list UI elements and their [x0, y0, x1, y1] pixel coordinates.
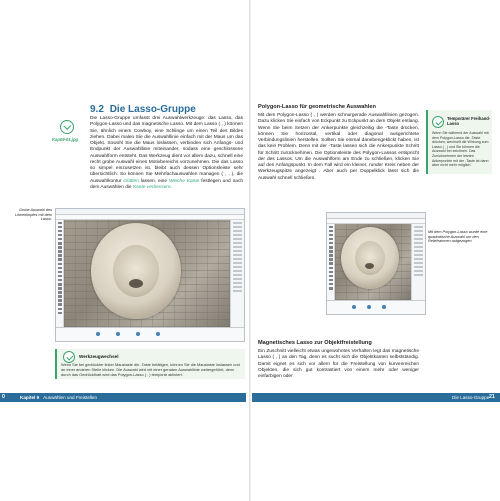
highlight-glaetten: Glätten: [123, 178, 139, 184]
tip-box: [55, 349, 245, 379]
tip-text: Wenn Sie bei gedrückter linker Maustaste die -Taste betätigen, können Sie die Maustaste loslassen und an einer anderen Stelle klicken. Die Auswahl wird mit einer geraden Auswahllinie weitergeführt, denn durch das Gedrückthalt wird das Polygon-Lasso ( , ) temporär aktiviert.: [61, 362, 240, 377]
toolbar: [56, 220, 64, 327]
photoshop-screenshot-right: [326, 212, 426, 315]
bottom-bar: [56, 327, 244, 341]
page-number-right: 21: [489, 394, 495, 400]
right-body-text-2: Ein Zuschnitt vielleicht etwas ungewohntes Verhalten legt das magnetische Lasso ( , ) an den Tag, denn es sucht sich die Objektkanten selbstständig. Damit eignet es sich vor allem für die Freistellung von kurvenreichen Objekten, die sich gut kontrastiert von einem mehr oder weniger einfarbigen oder: [258, 349, 419, 379]
body-text-part: .: [170, 184, 172, 190]
action-icon: [116, 332, 120, 336]
lion-mouth: [365, 263, 374, 269]
panel-column: [411, 224, 425, 300]
footer-section-title: Die Lasso-Gruppe: [452, 395, 490, 400]
body-text-part: lassen, eine: [138, 178, 169, 184]
sidebar-tip-icon: [432, 116, 444, 128]
footer-chapter: [20, 393, 97, 402]
body-text-part: Die Lasso-Gruppe umfasst drei Auswahlwerkzeuge: das Lasso, das Polygon-Lasso und das magnetische Lasso. Mit dem Lasso ( , ) können Sie, ähnlich einem Cowboy, eine Schlinge um einen Teil des Bildes ziehen. Dabei malen Sie die Auswahllinie einfach mit der Maus um das Objekt. Sowohl Sie die Maus loslassen, verbinden sich Anfangs- und Endpunkt der Auswahllinie miteinander, sodass eine geschlossene Auswahlform entsteht. Das Werkzeug dient vor allem dazu, schnell eine recht grobe Auswahl eines Motivbereichs vorzunehmen. Die das Lasso so simpel einzusetzen ist, bleibt auch dessen Optionsleiste sehr übersichtlich: So können Sie Mehrfachauswahlen managen ( , , ), die Auswahlkontur: [90, 116, 243, 184]
toolbar: [327, 224, 335, 300]
lion-face: [355, 241, 385, 275]
highlight-weiche-kante: Weiche Kante: [168, 178, 200, 184]
tip-title: Werkzeugwechsel: [79, 354, 119, 359]
sidebar-tip-text: Wenn Sie während der Auswahl mit dem Polygon-Lasso die -Taste drücken, wechselt die Wirkung zum Lasso ( , ) und Sie können die Auswahl frei zeichnen. Das Zurücknehmen der letzten Ankerpunkte mit der -Taste ist dann aber nicht mehr möglich.: [432, 131, 489, 168]
body-text-part: festlegen und nach dem Auswählen die: [90, 178, 244, 190]
download-icon[interactable]: [60, 120, 74, 134]
subhead-magnetic-lasso: Magnetisches Lasso zur Objektfreistellung: [258, 340, 372, 346]
page-number-left: 0: [2, 394, 5, 400]
action-icon: [156, 332, 160, 336]
file-label: Kap09-01.jpg: [52, 137, 79, 142]
section-number: 9.2: [90, 104, 104, 115]
sidebar-tip-box: [426, 110, 492, 174]
bottom-bar: [327, 300, 425, 314]
figure-caption-left: Grobe Auswahl des Löwenkopfes mit dem Lasso.: [15, 208, 52, 221]
panel-column: [230, 220, 244, 327]
chapter-title: Auswählen und Freistellen: [43, 395, 98, 400]
subhead-polygon-lasso: Polygon-Lasso für geometrische Auswahlen: [258, 104, 376, 110]
sidebar-tip-title: Temporärer Freihand-Lasso: [447, 116, 491, 126]
highlight-kante-verbessern: Kante verbessern: [132, 184, 171, 190]
action-icon: [382, 305, 386, 309]
chapter-label: Kapitel 9: [20, 395, 40, 400]
lion-face: [113, 245, 159, 297]
action-icon: [136, 332, 140, 336]
photoshop-screenshot-left: [55, 208, 245, 342]
page-gutter: [249, 0, 251, 501]
action-icon: [352, 305, 356, 309]
figure-caption-right: Mit dem Polygon-Lasso wurde eine quadratische Auswahl um den Reliefrahmen aufgezogen.: [428, 230, 488, 243]
action-icon: [367, 305, 371, 309]
section-title: [90, 104, 196, 115]
right-body-text-1: Mit dem Polygon-Lasso ( , ) werden schnurgerade Auswahllinien gezogen. Dazu klicken Sie einfach von Eckpunkt zu Eckpunkt an dem Objekt entlang. Wenn Sie beim Setzen der Ankerpunkte gleichzeitig die -Taste drücken, können Sie horizontal, vertikal oder diagonal ausgerichtete Verbindungslinien herstellen. Sollten Sie einmal danebengeklickt haben, ist das kein Problem. Denn mit der -Taste lassen sich die Ankerpunkte Schritt für Schritt zurücknehmen. Die Optionsleiste des Polygon-Lassos entspricht der des Lassos. Um die Auswahlform am Ende zu schließen, klicken Sie auf den Anfangspunkt. In dem Fall wird ein kleiner, runder Kreis neben der Werkzeugspitze angezeigt . Aber auch per Doppelklick lässt sich die Auswahl schnell schließen.: [258, 113, 419, 181]
left-body-text: [90, 116, 243, 191]
action-icon: [96, 332, 100, 336]
section-title-text: Die Lasso-Gruppe: [109, 104, 196, 115]
lion-mouth: [129, 279, 143, 288]
